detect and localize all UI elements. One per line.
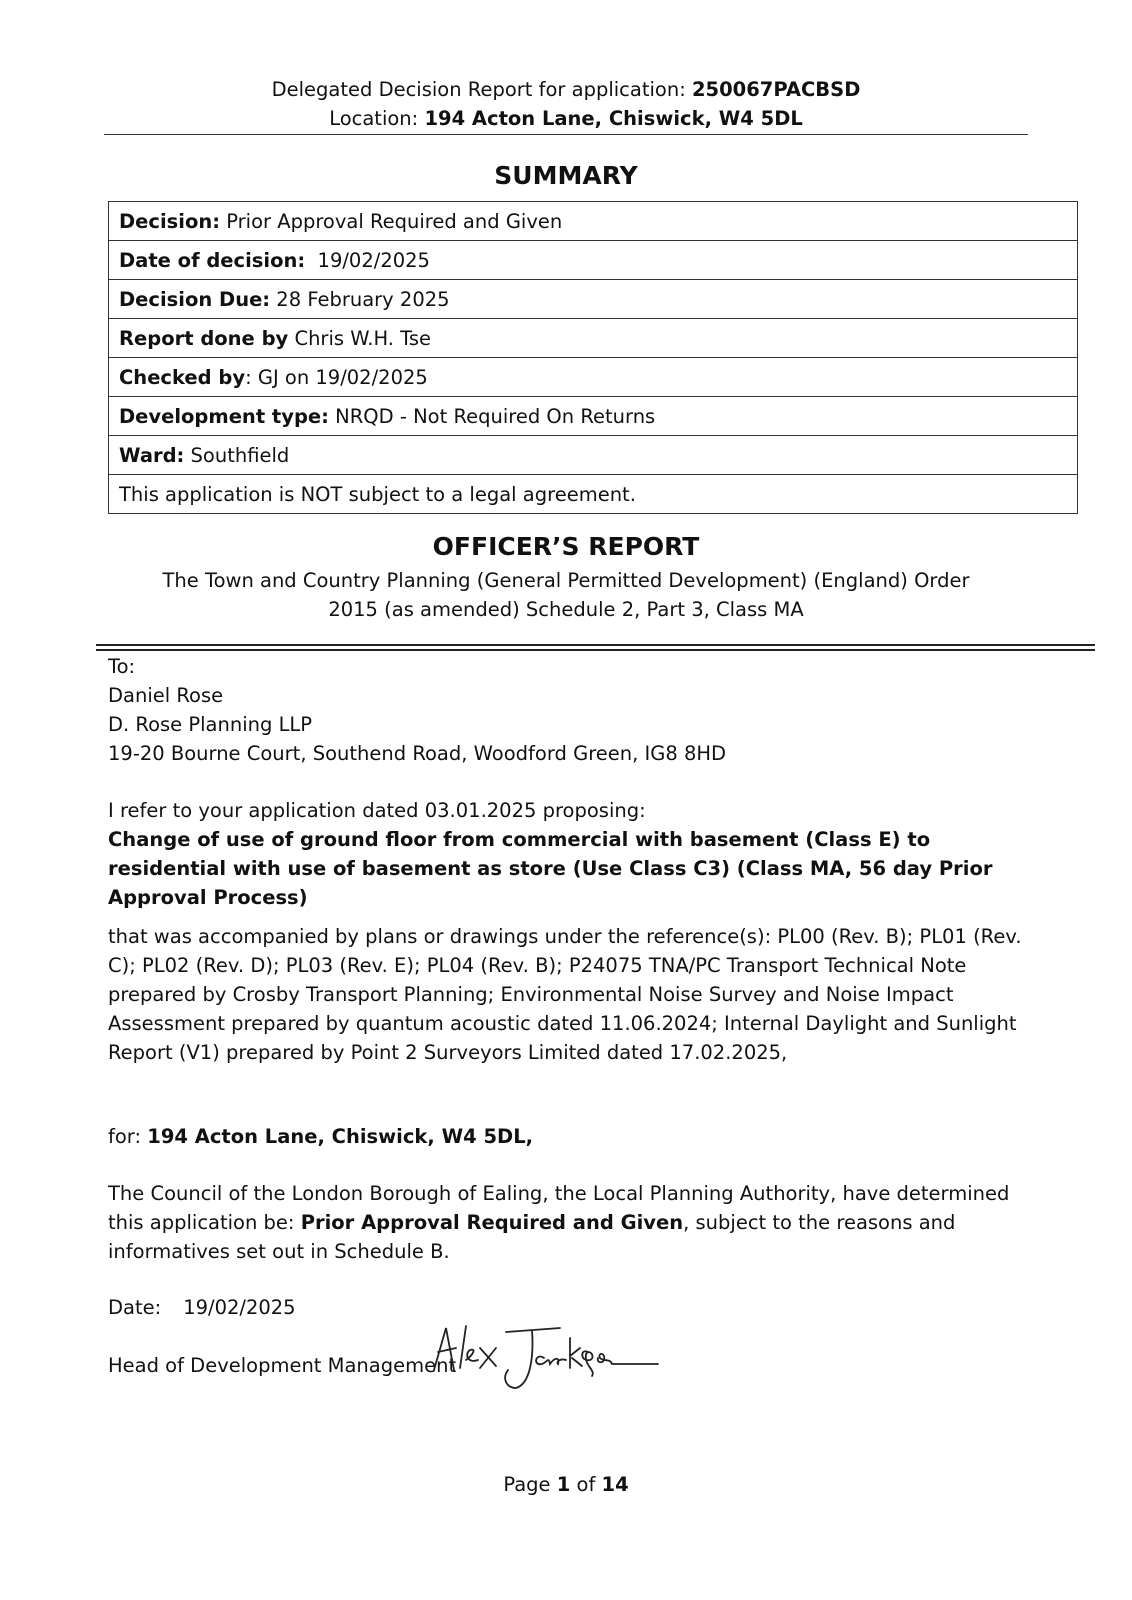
location-label: Location: — [329, 107, 425, 130]
application-ref: 250067PACBSD — [691, 78, 861, 101]
summary-cell — [109, 241, 1078, 280]
summary-label: Development type: — [119, 404, 329, 428]
double-divider — [96, 644, 1095, 651]
summary-cell — [109, 475, 1078, 514]
page-footer — [0, 1473, 1132, 1496]
summary-cell — [109, 397, 1078, 436]
address-line: D. Rose Planning LLP — [108, 713, 313, 736]
summary-table — [108, 201, 1078, 514]
address-line: Daniel Rose — [108, 684, 224, 707]
page-label: Page — [503, 1473, 557, 1496]
date-label: Date: — [108, 1296, 162, 1319]
summary-cell — [109, 436, 1078, 475]
subtitle-line: The Town and Country Planning (General Permitted Development) (England) Order — [162, 569, 970, 592]
subtitle-line: 2015 (as amended) Schedule 2, Part 3, Class MA — [328, 598, 804, 621]
legislation-subtitle — [0, 566, 1132, 624]
summary-value: NRQD - Not Required On Returns — [328, 404, 656, 428]
determination — [108, 1179, 1028, 1266]
summary-row — [109, 280, 1078, 319]
page-number: 1 — [556, 1473, 571, 1496]
summary-label: Checked by — [119, 365, 246, 389]
summary-value: 28 February 2025 — [270, 287, 450, 311]
report-header — [0, 75, 1132, 133]
summary-cell — [109, 280, 1078, 319]
determination-text: , subject to the reasons and informatives set out in Schedule B. — [108, 1211, 956, 1263]
summary-row — [109, 475, 1078, 514]
date-value: 19/02/2025 — [183, 1296, 296, 1319]
summary-row — [109, 241, 1078, 280]
header-label: Delegated Decision Report for application: — [271, 78, 692, 101]
proposal-section — [108, 796, 1028, 1067]
for-location — [108, 1122, 1028, 1151]
summary-row — [109, 319, 1078, 358]
for-label: for: — [108, 1125, 148, 1148]
location: 194 Acton Lane, Chiswick, W4 5DL — [424, 107, 803, 130]
to-label: To: — [108, 655, 136, 678]
summary-cell — [109, 319, 1078, 358]
summary-label: Date of decision: — [119, 248, 306, 272]
officers-report-heading — [0, 532, 1132, 561]
page-total: 14 — [601, 1473, 629, 1496]
of-label: of — [570, 1473, 602, 1496]
plans-text: that was accompanied by plans or drawings under the reference(s): PL00 (Rev. B); PL01 (Rev. C); PL02 (Rev. D); PL03 (Rev. E); PL04 (Rev. B); P24075 TNA/PC Transport Technical Note prepared by Crosby Transport Planning; Environmental Noise Survey and Noise Impact Assessment prepared by quantum acoustic dated 11.06.2024; Internal Daylight and Sunlight Report (V1) prepared by Point 2 Surveyors Limited dated 17.02.2025, — [108, 925, 1022, 1064]
summary-label: Report done by — [119, 326, 289, 350]
determination-text: The Council of the London Borough of Ealing, the Local Planning Authority, have determined this application be: — [108, 1182, 1010, 1234]
summary-label: Decision Due: — [119, 287, 271, 311]
summary-cell — [109, 358, 1078, 397]
summary-row — [109, 202, 1078, 241]
summary-heading — [0, 161, 1132, 190]
summary-title: SUMMARY — [494, 161, 638, 190]
summary-value: : GJ on 19/02/2025 — [245, 365, 428, 389]
intro-text: I refer to your application dated 03.01.2025 proposing: — [108, 799, 646, 822]
summary-value: 19/02/2025 — [305, 248, 430, 272]
summary-label: Ward: — [119, 443, 185, 467]
summary-value: Chris W.H. Tse — [288, 326, 432, 350]
address-line: 19-20 Bourne Court, Southend Road, Woodford Green, IG8 8HD — [108, 742, 727, 765]
summary-row — [109, 436, 1078, 475]
summary-cell — [109, 202, 1078, 241]
proposal-text: Change of use of ground floor from commercial with basement (Class E) to residential with use of basement as store (Use Class C3) (Class MA, 56 day Prior Approval Process) — [108, 828, 993, 909]
signatory-title: Head of Development Management — [108, 1354, 457, 1377]
summary-row — [109, 358, 1078, 397]
signature — [420, 1318, 670, 1398]
header-divider — [104, 134, 1028, 135]
summary-label: Decision: — [119, 209, 221, 233]
for-location-value: 194 Acton Lane, Chiswick, W4 5DL, — [147, 1125, 534, 1148]
determination-decision: Prior Approval Required and Given — [300, 1211, 684, 1234]
summary-value: Prior Approval Required and Given — [220, 209, 563, 233]
summary-row — [109, 397, 1078, 436]
recipient — [108, 652, 1028, 768]
summary-value: This application is NOT subject to a legal agreement. — [119, 482, 636, 506]
officers-report-title: OFFICER’S REPORT — [432, 532, 700, 561]
summary-value: Southfield — [184, 443, 290, 467]
